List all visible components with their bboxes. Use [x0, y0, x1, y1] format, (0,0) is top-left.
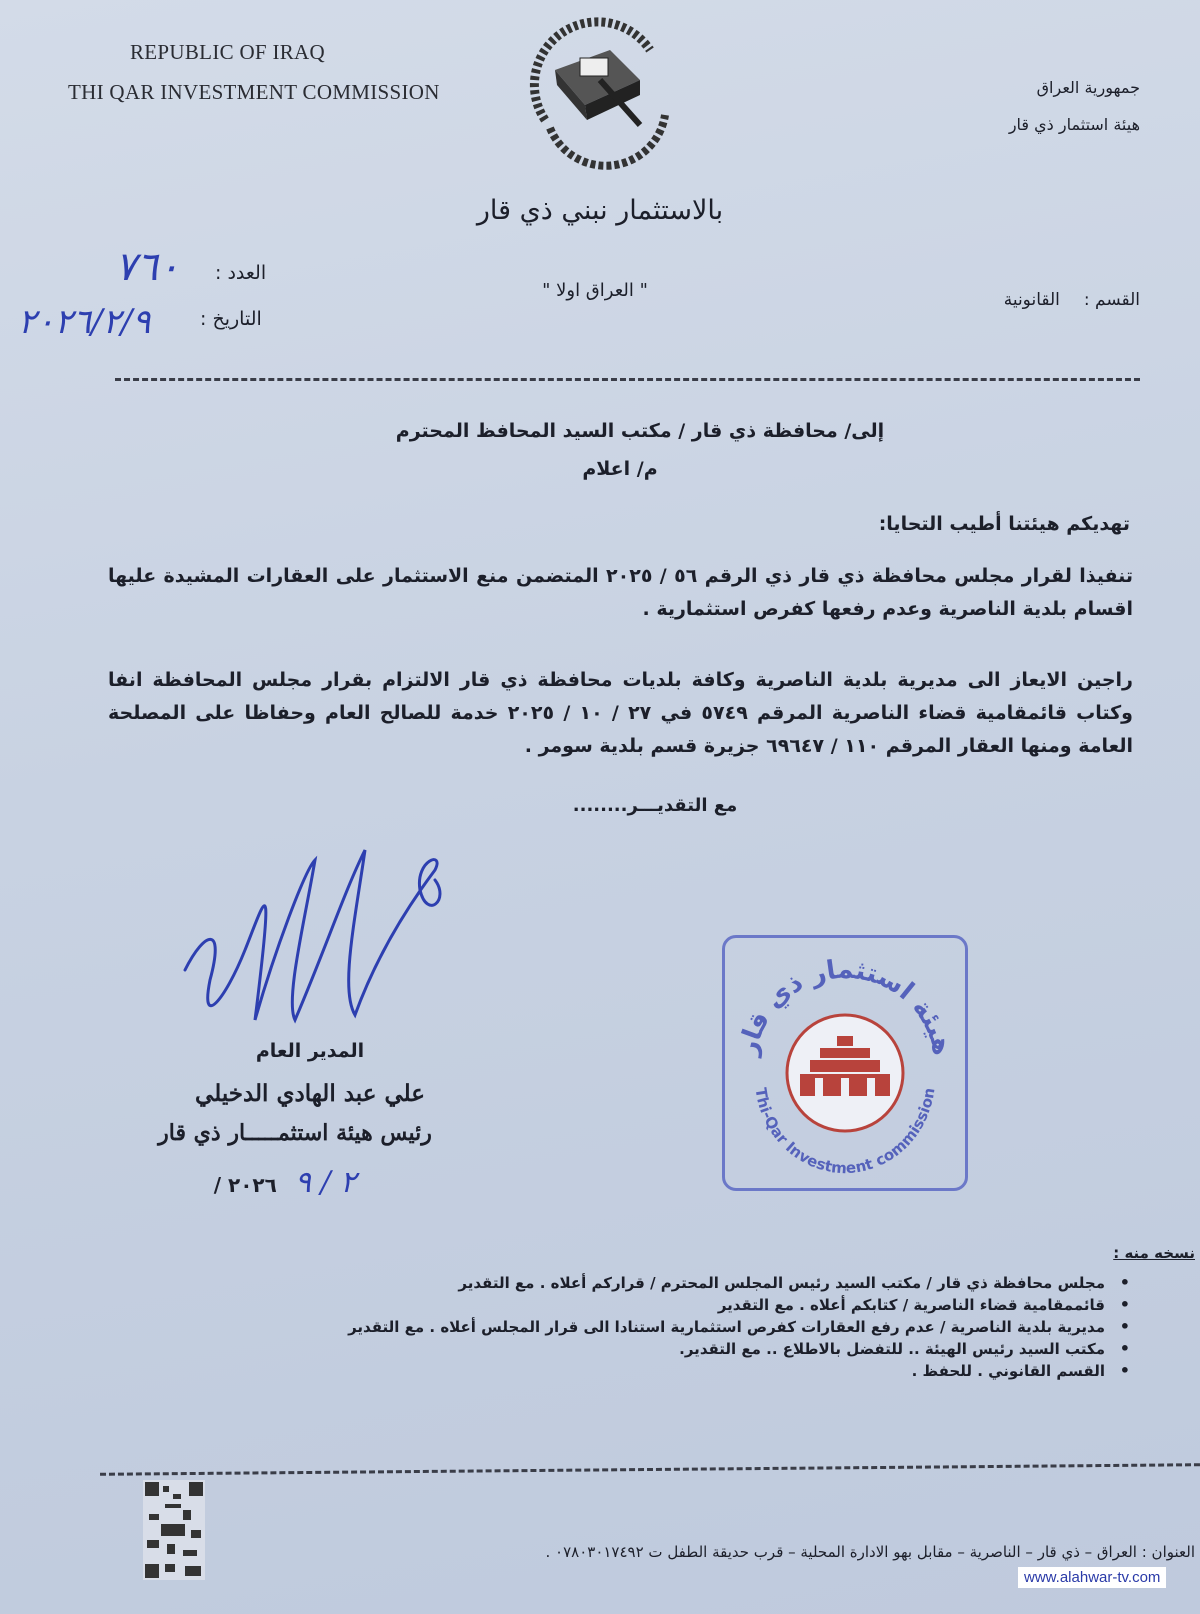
letterhead-english-line2: THI QAR INVESTMENT COMMISSION: [68, 80, 440, 104]
number-value: ٧٦٠: [115, 244, 180, 290]
paragraph-2: راجين الايعاز الى مديرية بلدية الناصرية وكافة بلديات محافظة ذي قار الالتزام بقرار مجلس المحافظة انفا وكتاب قائمقامية قضاء الناصرية المرقم ٥٧٤٩ في ٢٧ / ١٠ / ٢٠٢٥ خدمة للصالح العام وحفاظا على المصلحة العامة ومنها العقار المرقم ١١٠ / ٦٩٦٤٧ جزيرة قسم بلدية سومر .: [108, 669, 1133, 757]
closing: مع التقديـــر........: [572, 795, 738, 816]
copies-item: • مكتب السيد رئيس الهيئة .. للتفضل بالاطلاع .. مع التقدير.: [235, 1338, 1135, 1360]
letterhead-arabic-line1: جمهورية العراق: [1036, 78, 1140, 97]
department-label: القسم :: [1083, 290, 1140, 310]
department-value: القانونية: [1003, 290, 1060, 310]
footer-divider: [100, 1463, 1200, 1476]
motto: " العراق اولا ": [542, 280, 648, 301]
signature-date-printed: ٢٠٢٦ /: [213, 1173, 277, 1197]
date-label: التاريخ :: [200, 308, 262, 330]
handwritten-signature: [165, 830, 465, 1050]
date-value: ٢٠٢٦/٢/٩: [18, 302, 151, 342]
signatory-name: علي عبد الهادي الدخيلي: [195, 1080, 425, 1107]
letterhead-arabic-line2: هيئة استثمار ذي قار: [1008, 115, 1140, 134]
greeting: تهديكم هيئتنا أطيب التحايا:: [878, 513, 1130, 535]
commission-logo: [515, 10, 680, 170]
stamp-english-text: Thi-Qar Investment commission: [751, 1086, 939, 1178]
recipient: إلى/ محافظة ذي قار / مكتب السيد المحافظ المحترم: [395, 420, 885, 442]
signatory-title: المدير العام: [255, 1040, 365, 1062]
header-divider: [115, 378, 1140, 381]
number-label: العدد :: [215, 262, 267, 284]
signature-date-handwritten: ٢ / ٩: [294, 1165, 357, 1200]
signatory-position: رئيس هيئة استثمـــــار ذي قار: [158, 1120, 432, 1146]
qr-code: [143, 1480, 205, 1580]
copies-item: • مديرية بلدية الناصرية / عدم رفع العقارات كفرص استثمارية استنادا الى قرار المجلس أعلاه . مع التقدير: [235, 1316, 1135, 1338]
department: [1004, 290, 1140, 310]
letterhead-english-line1: REPUBLIC OF IRAQ: [130, 40, 325, 64]
copies-item: • مجلس محافظة ذي قار / مكتب السيد رئيس المجلس المحترم / قراركم أعلاه . مع التقدير: [235, 1272, 1135, 1294]
slogan: بالاستثمار نبني ذي قار: [476, 195, 724, 226]
subject: م/ اعلام: [582, 458, 658, 480]
stamp-arabic-text: هيئة استثمار ذي قار: [732, 954, 958, 1058]
watermark: www.alahwar-tv.com: [1018, 1567, 1166, 1588]
copies-heading: نسخه منه :: [1113, 1244, 1195, 1262]
copies-item: • قائممقامية قضاء الناصرية / كتابكم أعلاه . مع التقدير: [235, 1294, 1135, 1316]
paragraph-1: تنفيذا لقرار مجلس محافظة ذي قار ذي الرقم ٥٦ / ٢٠٢٥ المتضمن منع الاستثمار على العقارات المشيدة عليها اقسام بلدية الناصرية وعدم رفعها كفرص استثمارية .: [108, 565, 1134, 620]
footer-address: العنوان : العراق – ذي قار – الناصرية – مقابل بهو الادارة المحلية – قرب حديقة الطفل ت ٠٧٨٠٣٠١٧٤٩٢ .: [545, 1543, 1195, 1561]
copies-list: [235, 1272, 1135, 1382]
official-stamp: [722, 935, 968, 1191]
copies-item: • القسم القانوني . للحفظ .: [235, 1360, 1135, 1382]
signature-date: [170, 1165, 400, 1200]
